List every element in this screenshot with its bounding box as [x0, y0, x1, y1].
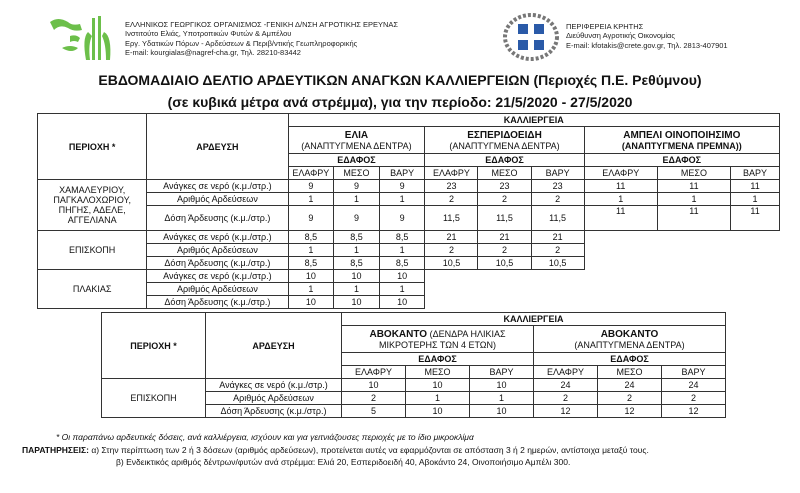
cell: 1: [288, 193, 334, 206]
cell: 11: [731, 206, 780, 231]
cell: 8,5: [288, 257, 334, 270]
cell: 1: [584, 193, 657, 206]
cell: 21: [478, 231, 531, 244]
cell: 24: [534, 379, 598, 392]
cell: 11,5: [425, 206, 478, 231]
cell: 10: [406, 405, 470, 418]
row-label: Αριθμός Αρδεύσεων: [147, 283, 288, 296]
cell: 9: [334, 206, 380, 231]
cell: 1: [334, 193, 380, 206]
cell: 9: [379, 206, 425, 231]
region-name: ΧΑΜΑΛΕΥΡΙΟΥ, ΠΑΓΚΑΛΟΧΩΡΙΟΥ, ΠΗΓΗΣ, ΑΔΕΛΕ, ΑΓΓΕΛΙΑΝΑ: [38, 180, 147, 231]
cell: 10: [470, 379, 534, 392]
cell: 2: [662, 392, 726, 405]
cell: 21: [531, 231, 584, 244]
row-label: Δόση Άρδευσης (κ.μ./στρ.): [147, 206, 288, 231]
institute-line: Ινστιτούτο Ελιάς, Υποτροπικών Φυτών & Αμπέλου: [125, 29, 292, 39]
row-label: Αριθμός Αρδεύσεων: [147, 193, 288, 206]
cell: 1: [334, 283, 380, 296]
cell: 8,5: [288, 231, 334, 244]
row-label: Δόση Άρδευσης (κ.μ./στρ.): [206, 405, 342, 418]
cell: 23: [425, 180, 478, 193]
crop-avocado-mature: ΑΒΟΚΑΝΤΟ (ΑΝΑΠΤΥΓΜΕΝΑ ΔΕΝΤΡΑ): [534, 326, 726, 353]
region-name: ΕΠΙΣΚΟΠΗ: [38, 231, 147, 270]
cell: 2: [598, 392, 662, 405]
cell: 2: [478, 244, 531, 257]
cell: 11: [657, 180, 730, 193]
soil-heavy: ΒΑΡΥ: [531, 167, 584, 180]
institute-email: E-mail: kourgialas@nagref-cha.gr, Τηλ. 28210-83442: [125, 47, 301, 57]
region-info: [566, 22, 728, 50]
row-label: Αριθμός Αρδεύσεων: [147, 244, 288, 257]
region-email: E-mail: kfotakis@crete.gov.gr, Τηλ. 2813-407901: [566, 40, 728, 50]
empty-area: [584, 231, 779, 309]
soil-header: ΕΔΑΦΟΣ: [584, 154, 779, 167]
region-line: Διεύθυνση Αγροτικής Οικονομίας: [566, 31, 675, 41]
row-label: Ανάγκες σε νερό (κ.μ./στρ.): [147, 231, 288, 244]
cell: 8,5: [334, 231, 380, 244]
soil-header: ΕΔΑΦΟΣ: [534, 353, 726, 366]
soil-heavy: ΒΑΡΥ: [470, 366, 534, 379]
soil-light: ΕΛΑΦΡΥ: [584, 167, 657, 180]
soil-medium: ΜΕΣΟ: [478, 167, 531, 180]
footnote: * Οι παραπάνω αρδευτικές δόσεις, ανά καλλιέργεια, ισχύουν και για γειτνιάζουσες περιοχές με το ίδιο μικροκλίμα: [56, 432, 474, 442]
cell: 8,5: [334, 257, 380, 270]
irrigation-table-main: [37, 113, 780, 309]
table-row: [38, 180, 780, 193]
soil-light: ΕΛΑΦΡΥ: [534, 366, 598, 379]
cell: 2: [531, 193, 584, 206]
page-subtitle: (σε κυβικά μέτρα ανά στρέμμα), για την περίοδο: 21/5/2020 - 27/5/2020: [167, 94, 633, 110]
table-row: [38, 231, 780, 244]
cell: 10: [406, 379, 470, 392]
cell: 1: [288, 283, 334, 296]
cell: 9: [288, 206, 334, 231]
note-b: β) Ενδεικτικός αριθμός δέντρων/φυτών ανά στρέμμα: Ελιά 20, Εσπεριδοειδή 40, Αβοκάντο 24, Οινοποιήσιμο Αμπέλι 300.: [116, 457, 571, 467]
institute-line: Εργ. Υδατικών Πόρων - Αρδεύσεων & Περιβ/ντικής Γεωπληροφορικής: [125, 38, 358, 48]
header-region: ΠΕΡΙΟΧΗ *: [38, 114, 147, 180]
cell: 10,5: [531, 257, 584, 270]
crop-avocado-young: ΑΒΟΚΑΝΤΟ (ΔΕΝΔΡΑ ΗΛΙΚΙΑΣ ΜΙΚΡΟΤΕΡΗΣ ΤΩΝ 4 ΕΤΩΝ): [342, 326, 534, 353]
cell: 11: [657, 206, 730, 231]
irrigation-table-avocado: [101, 312, 726, 418]
cell: 9: [288, 180, 334, 193]
cell: 10: [288, 296, 334, 309]
crop-vine: ΑΜΠΕΛΙ ΟΙΝΟΠΟΙΗΣΙΜΟ (ΑΝΑΠΤΥΓΜΕΝΑ ΠΡΕΜΝΑ)): [584, 127, 779, 154]
notes: [22, 444, 649, 468]
cell: 1: [379, 283, 425, 296]
cell: 11,5: [478, 206, 531, 231]
row-label: Ανάγκες σε νερό (κ.μ./στρ.): [147, 270, 288, 283]
row-label: Δόση Άρδευσης (κ.μ./στρ.): [147, 257, 288, 270]
header-crops: ΚΑΛΛΙΕΡΓΕΙΑ: [288, 114, 780, 127]
soil-light: ΕΛΑΦΡΥ: [425, 167, 478, 180]
cell: 10,5: [425, 257, 478, 270]
empty-area: [425, 270, 584, 309]
cell: 2: [425, 244, 478, 257]
cell: 10: [379, 270, 425, 283]
cell: 1: [657, 193, 730, 206]
table-row: [102, 379, 726, 392]
cell: 2: [531, 244, 584, 257]
cell: 1: [731, 193, 780, 206]
page-title: ΕΒΔΟΜΑΔΙΑΙΟ ΔΕΛΤΙΟ ΑΡΔΕΥΤΙΚΩΝ ΑΝΑΓΚΩΝ ΚΑΛΛΙΕΡΓΕΙΩΝ (Περιοχές Π.Ε. Ρεθύμνου): [98, 72, 702, 88]
notes-label: ΠΑΡΑΤΗΡΗΣΕΙΣ:: [22, 445, 89, 455]
cell: 10: [470, 405, 534, 418]
soil-medium: ΜΕΣΟ: [657, 167, 730, 180]
olive-wheat-logo-icon: [40, 12, 130, 62]
institute-line: ΕΛΛΗΝΙΚΟΣ ΓΕΩΡΓΙΚΟΣ ΟΡΓΑΝΙΣΜΟΣ -ΓΕΝΙΚΗ Δ/ΝΣΗ ΑΓΡΟΤΙΚΗΣ ΕΡΕΥΝΑΣ: [125, 20, 399, 29]
cell: 8,5: [379, 257, 425, 270]
soil-heavy: ΒΑΡΥ: [379, 167, 425, 180]
cell: 9: [334, 180, 380, 193]
cell: 21: [425, 231, 478, 244]
soil-light: ΕΛΑΦΡΥ: [342, 366, 406, 379]
cell: 1: [379, 244, 425, 257]
cell: 23: [478, 180, 531, 193]
cell: 12: [662, 405, 726, 418]
crop-citrus: ΕΣΠΕΡΙΔΟΕΙΔΗ (ΑΝΑΠΤΥΓΜΕΝΑ ΔΕΝΤΡΑ): [425, 127, 584, 154]
header-irrigation: ΑΡΔΕΥΣΗ: [147, 114, 288, 180]
cell: 10: [334, 296, 380, 309]
soil-heavy: ΒΑΡΥ: [731, 167, 780, 180]
row-label: Ανάγκες σε νερό (κ.μ./στρ.): [147, 180, 288, 193]
region-name: ΠΛΑΚΙΑΣ: [38, 270, 147, 309]
cell: 11: [731, 180, 780, 193]
soil-header: ΕΔΑΦΟΣ: [342, 353, 534, 366]
cell: 1: [288, 244, 334, 257]
row-label: Δόση Άρδευσης (κ.μ./στρ.): [147, 296, 288, 309]
cell: 10,5: [478, 257, 531, 270]
row-label: Αριθμός Αρδεύσεων: [206, 392, 342, 405]
cell: 5: [342, 405, 406, 418]
cell: 1: [379, 193, 425, 206]
cell: 10: [342, 379, 406, 392]
soil-medium: ΜΕΣΟ: [406, 366, 470, 379]
cell: 2: [478, 193, 531, 206]
cell: 23: [531, 180, 584, 193]
header-region: ΠΕΡΙΟΧΗ *: [102, 313, 206, 379]
cell: 11: [584, 180, 657, 193]
note-a: α) Στην περίπτωση των 2 ή 3 δόσεων (αριθμός αρδεύσεων), προτείνεται αυτές να εφαρμόζονται σε απόσταση 3 ή 2 ημερών, αντίστοιχα μεταξύ τους.: [91, 445, 649, 455]
region-line: ΠΕΡΙΦΕΡΕΙΑ ΚΡΗΤΗΣ: [566, 22, 644, 31]
table-row: [38, 206, 780, 231]
cell: 2: [534, 392, 598, 405]
table-row: [38, 193, 780, 206]
cell: 1: [470, 392, 534, 405]
cell: 11,5: [531, 206, 584, 231]
cell: 11: [584, 206, 657, 231]
cell: 1: [334, 244, 380, 257]
cell: 12: [534, 405, 598, 418]
cell: 10: [379, 296, 425, 309]
cell: 10: [288, 270, 334, 283]
institute-info: [125, 20, 398, 57]
header-irrigation: ΑΡΔΕΥΣΗ: [206, 313, 342, 379]
region-name: ΕΠΙΣΚΟΠΗ: [102, 379, 206, 418]
cell: 24: [598, 379, 662, 392]
cell: 10: [334, 270, 380, 283]
cell: 8,5: [379, 231, 425, 244]
soil-header: ΕΔΑΦΟΣ: [288, 154, 425, 167]
cell: 1: [406, 392, 470, 405]
crop-olive: ΕΛΙΑ (ΑΝΑΠΤΥΓΜΕΝΑ ΔΕΝΤΡΑ): [288, 127, 425, 154]
cell: 9: [379, 180, 425, 193]
row-label: Ανάγκες σε νερό (κ.μ./στρ.): [206, 379, 342, 392]
soil-heavy: ΒΑΡΥ: [662, 366, 726, 379]
soil-medium: ΜΕΣΟ: [598, 366, 662, 379]
cell: 2: [342, 392, 406, 405]
soil-light: ΕΛΑΦΡΥ: [288, 167, 334, 180]
cell: 2: [425, 193, 478, 206]
soil-header: ΕΔΑΦΟΣ: [425, 154, 584, 167]
cell: 12: [598, 405, 662, 418]
soil-medium: ΜΕΣΟ: [334, 167, 380, 180]
header-crops: ΚΑΛΛΙΕΡΓΕΙΑ: [342, 313, 726, 326]
cell: 24: [662, 379, 726, 392]
greek-coat-of-arms-icon: [500, 10, 562, 65]
